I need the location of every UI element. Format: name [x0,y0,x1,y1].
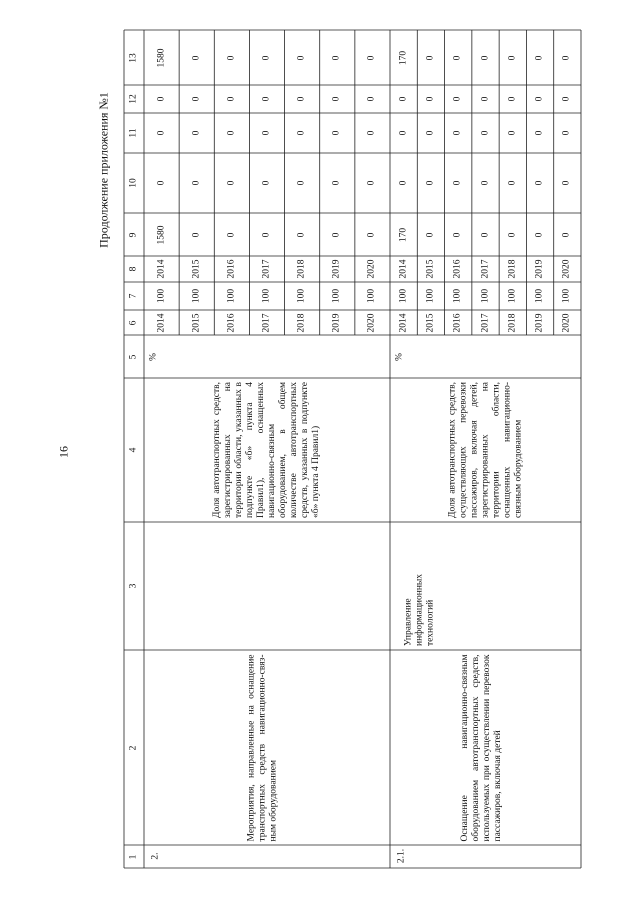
rotated-table [124,30,581,868]
cell-c13: 0 [425,55,436,60]
column-header-10: 10 [128,178,139,188]
cell-c6: 2017 [261,313,272,332]
cell-c11: 0 [425,130,436,136]
row-number: 2. [150,852,161,860]
cell-c8: 2016 [452,259,463,279]
column-header-9: 9 [128,232,139,237]
column-header-3: 3 [128,583,139,589]
cell-c6: 2015 [191,313,202,332]
cell-c11: 0 [261,130,272,136]
cell-c10: 0 [191,180,202,186]
cell-c12: 0 [191,96,202,102]
cell-c7: 100 [296,288,307,304]
cell-c6: 2016 [452,313,463,332]
cell-c9: 0 [226,232,237,237]
cell-c7: 100 [561,288,572,304]
unit: % [148,352,159,361]
cell-c7: 100 [452,288,463,304]
cell-c11: 0 [156,130,167,136]
cell-c13: 170 [398,50,409,65]
cell-c6: 2014 [398,313,409,332]
column-header-8: 8 [128,266,139,272]
cell-c8: 2018 [296,259,307,279]
cell-c7: 100 [261,288,272,304]
cell-c12: 0 [398,96,409,102]
cell-c6: 2015 [425,313,436,332]
cell-c12: 0 [156,96,167,102]
column-header-1: 1 [128,854,139,859]
cell-c12: 0 [561,96,572,102]
cell-c13: 1580 [156,48,167,67]
cell-c8: 2014 [156,259,167,279]
cell-c9: 0 [261,232,272,237]
cell-c8: 2014 [398,259,409,279]
cell-c9: 0 [561,232,572,237]
cell-c13: 0 [534,55,545,60]
cell-c7: 100 [534,288,545,304]
cell-c12: 0 [480,96,490,102]
cell-c8: 2019 [534,259,545,279]
cell-c6: 2018 [507,313,518,332]
cell-c11: 0 [452,130,463,136]
cell-c9: 0 [507,232,518,237]
cell-c12: 0 [534,96,545,102]
cell-c11: 0 [226,130,237,136]
column-header-4: 4 [128,447,139,453]
cell-c9: 0 [296,232,307,237]
cell-c8: 2017 [480,259,490,279]
cell-c9: 0 [534,232,545,237]
cell-c10: 0 [452,180,463,186]
cell-c6: 2019 [534,313,545,332]
continuation-label: Продолжение приложения №1 [96,92,111,248]
column-header-11: 11 [128,128,139,138]
cell-c11: 0 [534,130,545,136]
cell-c10: 0 [226,180,237,186]
column-header-13: 13 [128,52,139,63]
cell-c11: 0 [561,130,572,136]
cell-c12: 0 [296,96,307,102]
cell-c8: 2015 [191,259,202,279]
cell-c10: 0 [561,180,572,186]
cell-c11: 0 [366,130,377,136]
column-header-6: 6 [128,320,139,325]
cell-c10: 0 [534,180,545,186]
column-header-2: 2 [128,745,139,750]
cell-c10: 0 [366,180,377,186]
cell-c12: 0 [331,96,342,102]
indicator-name: Доля автотранспортных средств, осуществляющих перевозки пассажиров, включая детей, зарегистрированных на территории области, оснащенных навигационно-связным оборудованием [447,382,523,518]
cell-c7: 100 [366,288,377,304]
cell-c9: 0 [452,232,463,237]
cell-c9: 0 [425,232,436,237]
cell-c7: 100 [425,288,436,304]
cell-c10: 0 [261,180,272,186]
unit: % [394,352,405,361]
cell-c7: 100 [480,288,490,304]
cell-c12: 0 [366,96,377,102]
cell-c10: 0 [156,180,167,186]
cell-c13: 0 [480,55,490,60]
cell-c8: 2017 [261,259,272,279]
cell-c12: 0 [425,96,436,102]
cell-c10: 0 [398,180,409,186]
cell-c7: 100 [191,288,202,304]
cell-c12: 0 [226,96,237,102]
cell-c10: 0 [480,180,490,186]
cell-c11: 0 [480,130,490,136]
cell-c10: 0 [296,180,307,186]
indicator-name: Доля автотранспортных средств, зарегистрированных на территории области, указанных в подпункте «б» пункта 4 Правил1), оснащенных навигационно-связным оборудованием, в общем количестве автотранспортных средств, указанных в подпункте «б» пункта 4 Правил1) [212,382,321,518]
cell-c12: 0 [452,96,463,102]
cell-c9: 1580 [156,225,167,244]
cell-c7: 100 [398,288,409,304]
cell-c8: 2019 [331,259,342,279]
cell-c13: 0 [226,55,237,60]
cell-c10: 0 [331,180,342,186]
cell-c7: 100 [507,288,518,304]
cell-c6: 2018 [296,313,307,332]
column-header-7: 7 [128,293,139,299]
cell-c6: 2019 [331,313,342,332]
cell-c6: 2020 [561,313,572,332]
cell-c11: 0 [296,130,307,136]
cell-c10: 0 [425,180,436,186]
activity-name: Мероприятия, направленные на оснащение транспортных средств навигационно-связ-ным оборудованием [246,654,279,841]
cell-c9: 170 [398,227,409,242]
cell-c13: 0 [261,55,272,60]
cell-c8: 2020 [366,259,377,279]
cell-c8: 2020 [561,259,572,279]
cell-c9: 0 [331,232,342,237]
cell-c6: 2020 [366,313,377,332]
responsible-executor: Управление информационных технологий [403,573,436,646]
row-number: 2.1. [396,848,407,864]
cell-c9: 0 [191,232,202,237]
activity-name: Оснащение навигационно-связным оборудованием автотранспортных средств, используемых при осуществлении перевозок пассажиров, включая детей [459,654,503,841]
cell-c6: 2014 [156,313,167,332]
cell-c8: 2018 [507,259,518,279]
cell-c13: 0 [191,55,202,60]
cell-c10: 0 [507,180,518,186]
cell-c6: 2017 [480,313,490,332]
column-header-5: 5 [128,354,139,359]
cell-c11: 0 [331,130,342,136]
cell-c7: 100 [156,288,167,304]
cell-c6: 2016 [226,313,237,332]
cell-c13: 0 [452,55,463,60]
cell-c13: 0 [331,55,342,60]
cell-c7: 100 [331,288,342,304]
cell-c13: 0 [507,55,518,60]
cell-c12: 0 [261,96,272,102]
cell-c11: 0 [507,130,518,136]
cell-c8: 2015 [425,259,436,279]
cell-c11: 0 [398,130,409,136]
cell-c13: 0 [366,55,377,60]
cell-c7: 100 [226,288,237,304]
cell-c13: 0 [561,55,572,60]
cell-c9: 0 [366,232,377,237]
column-header-12: 12 [128,94,139,104]
page-number: 16 [56,446,71,458]
cell-c12: 0 [507,96,518,102]
cell-c13: 0 [296,55,307,60]
cell-c11: 0 [191,130,202,136]
cell-c8: 2016 [226,259,237,279]
cell-c9: 0 [480,232,490,237]
